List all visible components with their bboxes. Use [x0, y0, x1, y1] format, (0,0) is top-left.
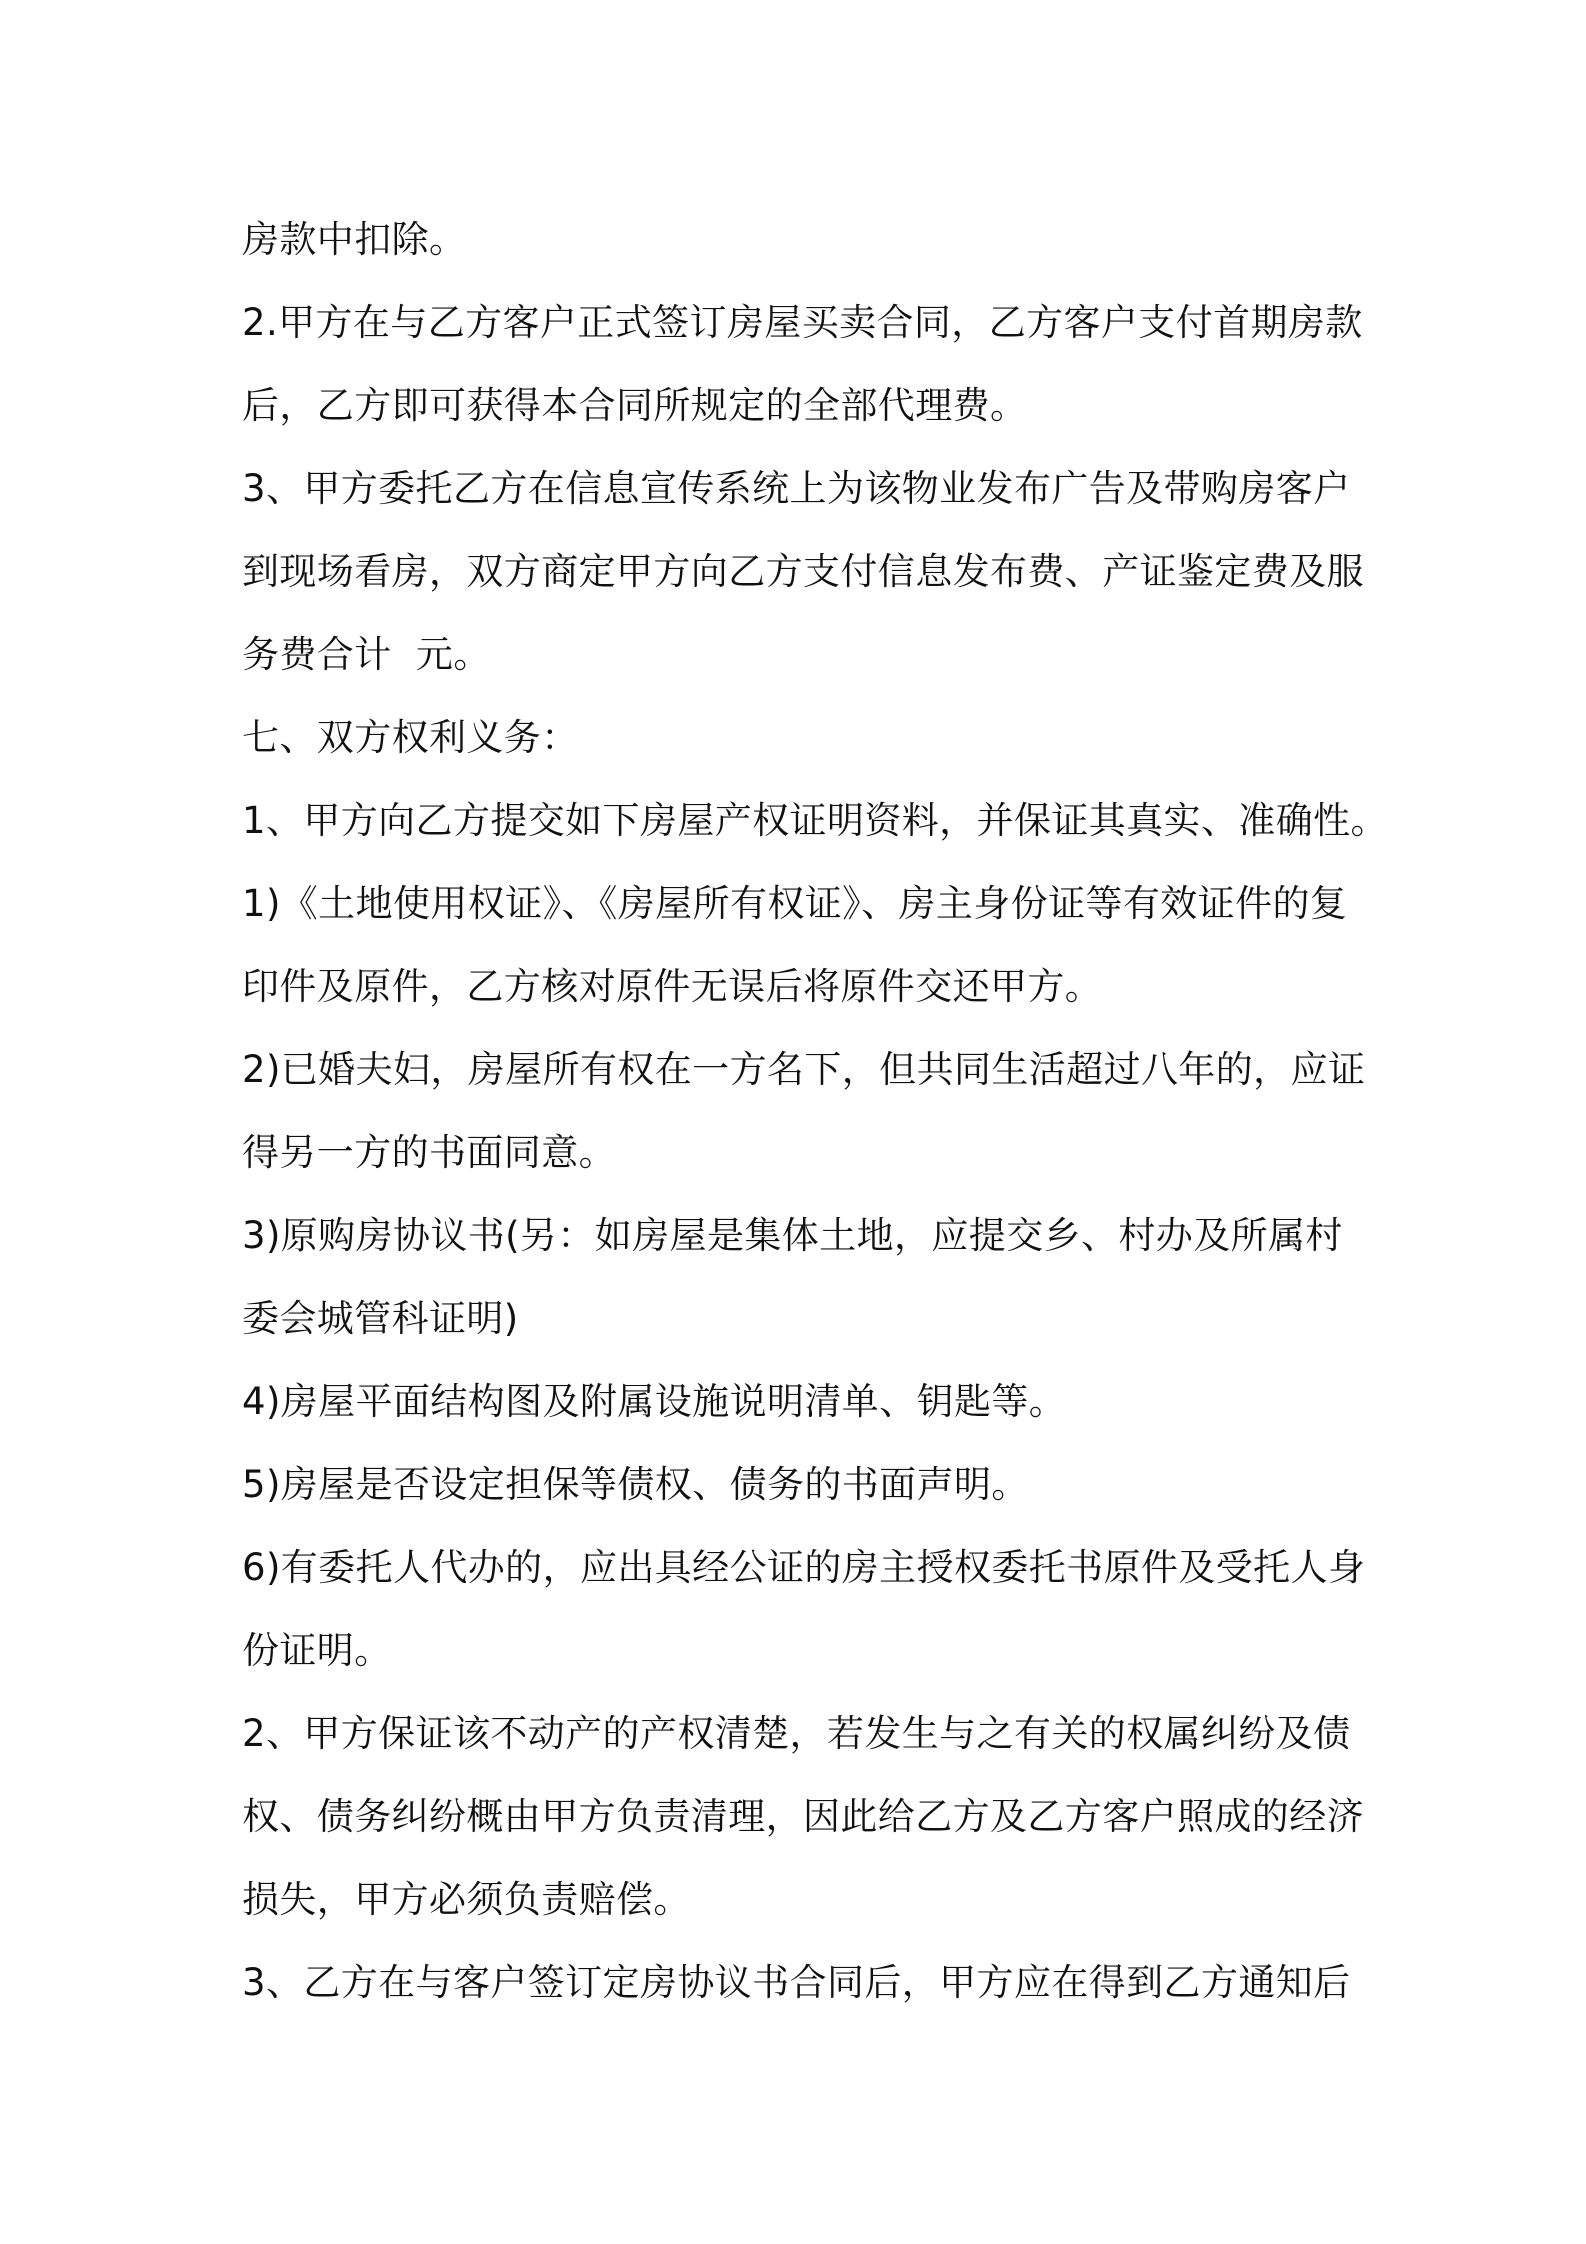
text-line: 2、甲方保证该不动产的产权清楚，若发生与之有关的权属纠纷及债 [242, 1712, 1351, 1755]
text-line: 5)房屋是否设定担保等债权、债务的书面声明。 [242, 1463, 1029, 1506]
text-line: 委会城管科证明) [242, 1297, 519, 1340]
text-line: 后，乙方即可获得本合同所规定的全部代理费。 [242, 384, 1028, 427]
text-line: 务费合计 元。 [242, 633, 491, 676]
document-body [242, 198, 1388, 2024]
text-line: 1、甲方向乙方提交如下房屋产权证明资料，并保证其真实、准确性。 [242, 799, 1388, 842]
text-line: 4)房屋平面结构图及附属设施说明清单、钥匙等。 [242, 1380, 1067, 1423]
text-line: 2)已婚夫妇，房屋所有权在一方名下，但共同生活超过八年的，应证 [242, 1048, 1366, 1091]
text-line: 到现场看房，双方商定甲方向乙方支付信息发布费、产证鉴定费及服 [242, 550, 1364, 593]
text-line: 房款中扣除。 [242, 218, 467, 261]
section-heading: 七、双方权利义务： [242, 716, 579, 759]
text-line: 3、甲方委托乙方在信息宣传系统上为该物业发布广告及带购房客户 [242, 467, 1351, 510]
text-line: 权、债务纠纷概由甲方负责清理，因此给乙方及乙方客户照成的经济 [242, 1795, 1364, 1838]
text-line: 损失，甲方必须负责赔偿。 [242, 1878, 691, 1921]
text-line: 得另一方的书面同意。 [242, 1131, 616, 1174]
text-line: 份证明。 [242, 1629, 392, 1672]
text-line: 2.甲方在与乙方客户正式签订房屋买卖合同，乙方客户支付首期房款 [242, 301, 1363, 344]
text-line: 1)《土地使用权证》、《房屋所有权证》、房主身份证等有效证件的复 [242, 882, 1348, 925]
text-line: 3、乙方在与客户签订定房协议书合同后，甲方应在得到乙方通知后 [242, 1961, 1351, 2004]
text-line: 6)有委托人代办的，应出具经公证的房主授权委托书原件及受托人身 [242, 1546, 1366, 1589]
text-line: 3)原购房协议书(另：如房屋是集体土地，应提交乡、村办及所属村 [242, 1214, 1343, 1257]
text-line: 印件及原件，乙方核对原件无误后将原件交还甲方。 [242, 965, 1103, 1008]
